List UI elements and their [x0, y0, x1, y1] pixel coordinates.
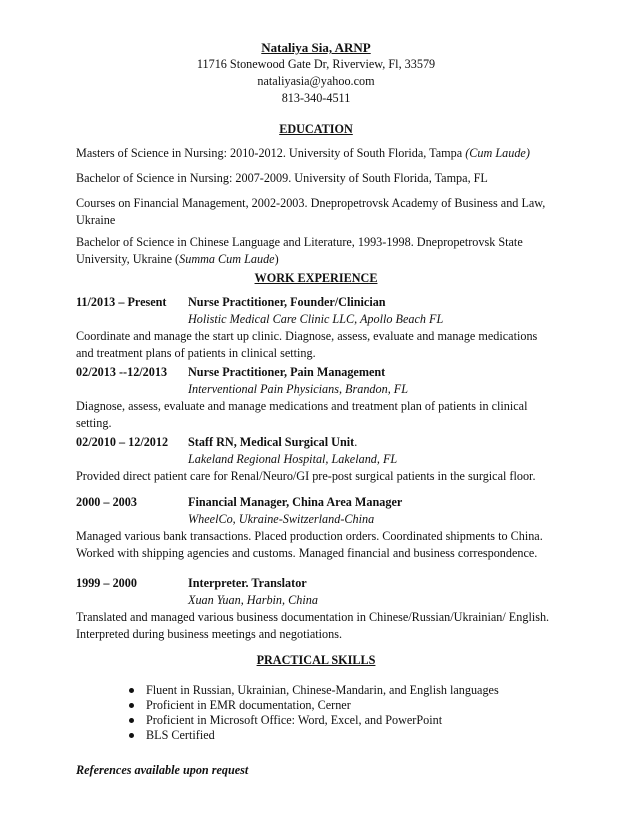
education-item: Bachelor of Science in Nursing: 2007-2009. University of South Florida, Tampa, FL [76, 171, 488, 185]
job-description: Translated and managed various business documentation in Chinese/Russian/Ukrainian/ English. Interpreted during business meetings and negotiations. [76, 610, 550, 641]
job-employer: WheelCo, Ukraine-Switzerland-China [188, 512, 375, 526]
address: 11716 Stonewood Gate Dr, Riverview, Fl, 33579 [196, 57, 436, 71]
job-entry: 02/2010 – 12/2012 Staff RN, Medical Surgical Unit. Lakeland Regional Hospital, Lakeland, FL Provided direct patient care for Renal/Neuro/GI pre-post surgical patients in the surgical floor. [76, 434, 556, 485]
job-dates: 02/2010 – 12/2012 [76, 435, 169, 449]
job-employer: Xuan Yuan, Harbin, China [188, 593, 318, 607]
work-heading: WORK EXPERIENCE [254, 271, 378, 285]
job-entry [76, 364, 556, 432]
job-entry [76, 494, 556, 562]
education-item: Bachelor of Science in Chinese Language and Literature, 1993-1998. Dnepropetrovsk State University, Ukraine (Summa Cum Laude) [76, 235, 523, 266]
skill-item: Fluent in Russian, Ukrainian, Chinese-Mandarin, and English languages [76, 683, 556, 698]
job-employer: Interventional Pain Physicians, Brandon, FL [188, 382, 409, 396]
job-description: Managed various bank transactions. Placed production orders. Coordinated shipments to China. Worked with shipping agencies and customs. Managed financial and business correspondence. [76, 529, 543, 560]
job-employer: Holistic Medical Care Clinic LLC, Apollo Beach FL [188, 312, 444, 326]
references-note: References available upon request [76, 763, 249, 777]
skill-item: Proficient in Microsoft Office: Word, Excel, and PowerPoint [76, 713, 556, 728]
skills-list [76, 683, 556, 743]
job-description: Diagnose, assess, evaluate and manage medications and treatment plan of patients in clinical setting. [76, 399, 528, 430]
job-title: Nurse Practitioner, Founder/Clinician [188, 295, 386, 309]
phone: 813-340-4511 [281, 91, 351, 105]
job-dates: 11/2013 – Present [76, 295, 167, 309]
job-dates: 02/2013 --12/2013 [76, 365, 168, 379]
email: nataliyasia@yahoo.com [257, 74, 375, 88]
job-entry [76, 575, 556, 643]
contact-header [76, 39, 556, 107]
skills-heading: PRACTICAL SKILLS [256, 653, 376, 667]
job-title: Financial Manager, China Area Manager [188, 495, 403, 509]
job-title: Nurse Practitioner, Pain Management [188, 365, 386, 379]
education-heading: EDUCATION [279, 122, 353, 136]
job-employer: Lakeland Regional Hospital, Lakeland, FL [188, 452, 398, 466]
skill-item: BLS Certified [76, 728, 556, 743]
candidate-name: Nataliya Sia, ARNP [261, 40, 371, 55]
job-dates: 2000 – 2003 [76, 495, 137, 509]
skill-item: Proficient in EMR documentation, Cerner [76, 698, 556, 713]
job-dates: 1999 – 2000 [76, 576, 137, 590]
education-item: Courses on Financial Management, 2002-2003. Dnepropetrovsk Academy of Business and Law, Ukraine [76, 196, 546, 227]
job-entry [76, 294, 556, 362]
job-description: Provided direct patient care for Renal/Neuro/GI pre-post surgical patients in the surgical floor. [76, 469, 536, 483]
job-description: Coordinate and manage the start up clinic. Diagnose, assess, evaluate and manage medications and treatment plans of patients in clinical setting. [76, 329, 538, 360]
job-title: Staff RN, Medical Surgical Unit [188, 435, 355, 449]
education-item: Masters of Science in Nursing: 2010-2012. University of South Florida, Tampa (Cum Laude) [76, 146, 530, 160]
job-title: Interpreter. Translator [188, 576, 307, 590]
